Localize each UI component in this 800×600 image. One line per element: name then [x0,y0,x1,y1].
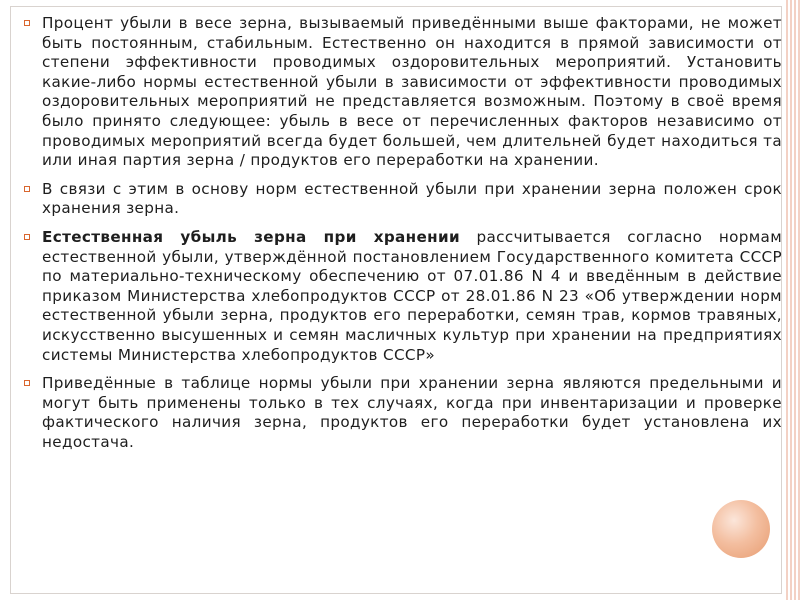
slide-content [24,14,782,461]
paragraph-3-text: рассчитывается согласно нормам естественной убыли, утверждённой постановлением Государственного комитета СССР по материально-техническому обеспечению от 07.01.86 N 4 и введённым в действие приказом Министерства хлебопродуктов СССР от 28.01.86 N 23 «Об утверждении норм естественной убыли зерна, продуктов его переработки, семян трав, кормов травяных, искусственно высушенных и семян масличных культур при хранении на предприятиях системы Министерства хлебопродуктов СССР» [42,227,782,364]
decorative-orb [712,500,770,558]
paragraph-3 [24,228,782,365]
square-bullet-icon [24,186,30,192]
paragraph-4-text: Приведённые в таблице нормы убыли при хранении зерна являются предельными и могут быть применены только в тех случаях, когда при инвентаризации и проверке фактического наличия зерна, продуктов его переработки будет установлена их недостача. [42,374,782,451]
square-bullet-icon [24,234,30,240]
square-bullet-icon [24,20,30,26]
paragraph-2-text: В связи с этим в основу норм естественной убыли при хранении зерна положен срок хранения зерна. [42,179,782,218]
paragraph-4 [24,374,782,452]
paragraph-1 [24,14,782,171]
paragraph-1-text: Процент убыли в весе зерна, вызываемый приведёнными выше факторами, не может быть постоянным, стабильным. Естественно он находится в прямой зависимости от степени эффективности проводимых оздоровительных мероприятий. Установить какие-либо нормы естественной убыли в зависимости от эффективности проводимых оздоровительных мероприятий не представляется возможным. Поэтому в своё время было принято следующее: убыль в весе от перечисленных факторов независимо от проводимых мероприятий всегда будет большей, чем длительней будет находиться та или иная партия зерна / продуктов его переработки на хранении. [42,14,782,170]
paragraph-2 [24,180,782,219]
paragraph-3-bold-lead: Естественная убыль зерна при хранении [42,227,460,246]
square-bullet-icon [24,380,30,386]
decorative-edge-stripes [786,0,800,600]
